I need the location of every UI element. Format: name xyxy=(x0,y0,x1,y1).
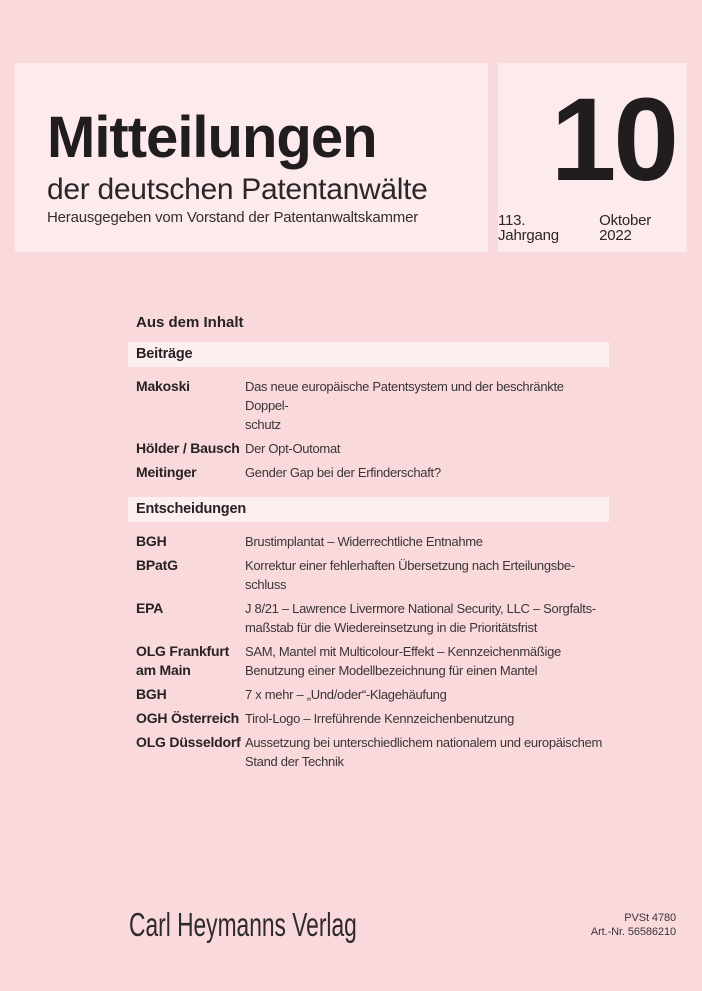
toc-heading: Aus dem Inhalt xyxy=(136,314,244,331)
section-header-beitraege xyxy=(128,342,609,367)
toc-row-court: OLG Frankfurt am Main xyxy=(136,643,230,678)
toc-row xyxy=(128,463,609,482)
publisher-byline: Herausgegeben vom Vorstand der Patentanwaltskammer xyxy=(47,209,419,226)
magazine-title: Mitteilungen xyxy=(47,105,377,170)
toc-row xyxy=(128,685,609,704)
toc-row xyxy=(128,709,609,728)
toc-row xyxy=(128,642,609,680)
toc-row-title: Korrektur einer fehlerhaften Übersetzung nach Erteilungsbe- schluss xyxy=(245,558,575,592)
issue-month-label: Oktober 2022 xyxy=(599,212,652,244)
footer-codes xyxy=(591,911,676,939)
toc-row xyxy=(128,733,609,771)
issue-number: 10 xyxy=(550,74,676,206)
toc-row-court: OLG Düsseldorf xyxy=(136,734,241,750)
toc-row xyxy=(128,599,609,637)
toc-row-title: Gender Gap bei der Erfinderschaft? xyxy=(245,465,441,480)
toc-row-title: Tirol-Logo – Irreführende Kennzeichenbenutzung xyxy=(245,711,515,726)
toc-row xyxy=(128,556,609,594)
issue-meta xyxy=(498,213,677,243)
issue-panel xyxy=(498,63,687,252)
toc-row-title: Das neue europäische Patentsystem und der beschränkte Doppel- schutz xyxy=(245,379,564,432)
volume-label: 113. Jahrgang xyxy=(498,212,559,244)
section-title: Entscheidungen xyxy=(136,501,246,517)
toc-row-title: Der Opt-Outomat xyxy=(245,441,341,456)
toc-row-court: BPatG xyxy=(136,557,178,573)
toc-row-title: Brustimplantat – Widerrechtliche Entnahme xyxy=(245,534,483,549)
toc-row-author: Hölder / Bausch xyxy=(136,440,240,456)
magazine-subtitle: der deutschen Patentanwälte xyxy=(47,173,428,206)
toc-row xyxy=(128,532,609,551)
toc-row-title: J 8/21 – Lawrence Livermore National Security, LLC – Sorgfalts- maßstab für die Wiedereinsetzung in die Prioritätsfrist xyxy=(245,601,596,635)
table-of-contents xyxy=(128,313,609,776)
toc-row-court: OGH Österreich xyxy=(136,710,240,726)
toc-row-court: EPA xyxy=(136,600,164,616)
masthead-panel xyxy=(15,63,488,252)
toc-row-title: Aussetzung bei unterschiedlichem nationalem und europäischem Stand der Technik xyxy=(245,735,603,769)
toc-row xyxy=(128,439,609,458)
section-header-entscheidungen xyxy=(128,497,609,522)
article-number: Art.-Nr. 56586210 xyxy=(590,926,676,938)
section-title: Beiträge xyxy=(136,346,193,362)
toc-row-court: BGH xyxy=(136,686,167,702)
toc-row xyxy=(128,377,609,434)
toc-row-author: Makoski xyxy=(136,378,190,394)
toc-row-author: Meitinger xyxy=(136,464,197,480)
toc-row-court: BGH xyxy=(136,533,167,549)
toc-row-title: SAM, Mantel mit Multicolour-Effekt – Kennzeichenmäßige Benutzung einer Modellbezeichnung für einen Mantel xyxy=(245,644,561,678)
pvst-number: PVSt 4780 xyxy=(624,912,676,924)
publisher-name: Carl Heymanns Verlag xyxy=(129,906,357,943)
toc-row-title: 7 x mehr – „Und/oder“-Klagehäufung xyxy=(245,687,447,702)
